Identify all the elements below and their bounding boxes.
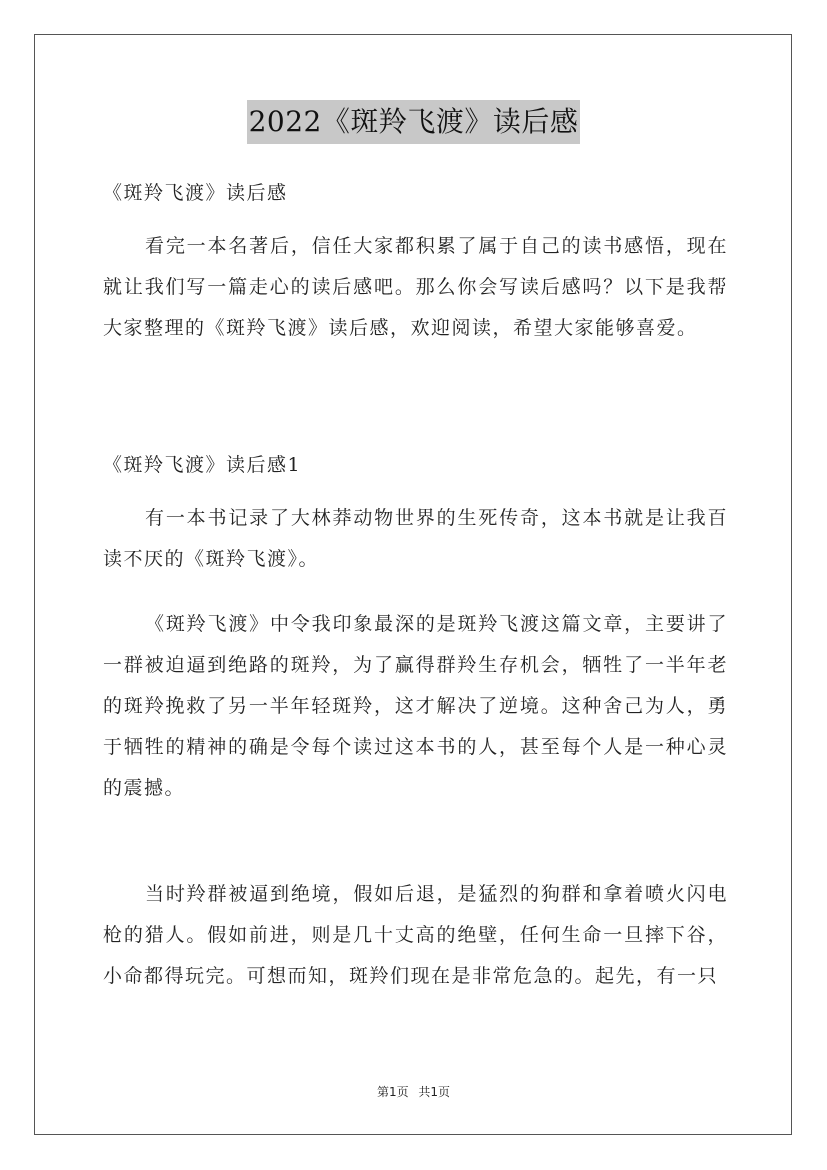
- page-footer: [0, 1083, 827, 1100]
- body-paragraph-2: 《斑羚飞渡》中令我印象最深的是斑羚飞渡这篇文章，主要讲了一群被迫逼到绝路的斑羚，为了赢得群羚生存机会，牺牲了一半年老的斑羚挽救了另一半年轻斑羚，这才解决了逆境。这种舍己为人，勇于牺牲的精神的确是令每个读过这本书的人，甚至每个人是一种心灵的震撼。: [103, 613, 728, 799]
- document-title-wrapper: [0, 100, 827, 144]
- page-total: 共1页: [418, 1085, 451, 1099]
- body-paragraph-3: 当时羚群被逼到绝境，假如后退，是猛烈的狗群和拿着喷火闪电枪的猎人。假如前进，则是几十丈高的绝壁，任何生命一旦摔下谷，小命都得玩完。可想而知，斑羚们现在是非常危急的。起先，有一只: [103, 883, 728, 987]
- section-heading: 《斑羚飞渡》读后感1: [103, 454, 302, 476]
- document-title: 2022《斑羚飞渡》读后感: [247, 100, 581, 144]
- page-number: 第1页: [376, 1085, 409, 1099]
- document-subtitle: 《斑羚飞渡》读后感: [103, 182, 288, 204]
- intro-paragraph: 看完一本名著后，信任大家都积累了属于自己的读书感悟，现在就让我们写一篇走心的读后感吧。那么你会写读后感吗？以下是我帮大家整理的《斑羚飞渡》读后感，欢迎阅读，希望大家能够喜爱。: [103, 235, 728, 339]
- body-paragraph-1: 有一本书记录了大林莽动物世界的生死传奇，这本书就是让我百读不厌的《斑羚飞渡》。: [103, 507, 728, 570]
